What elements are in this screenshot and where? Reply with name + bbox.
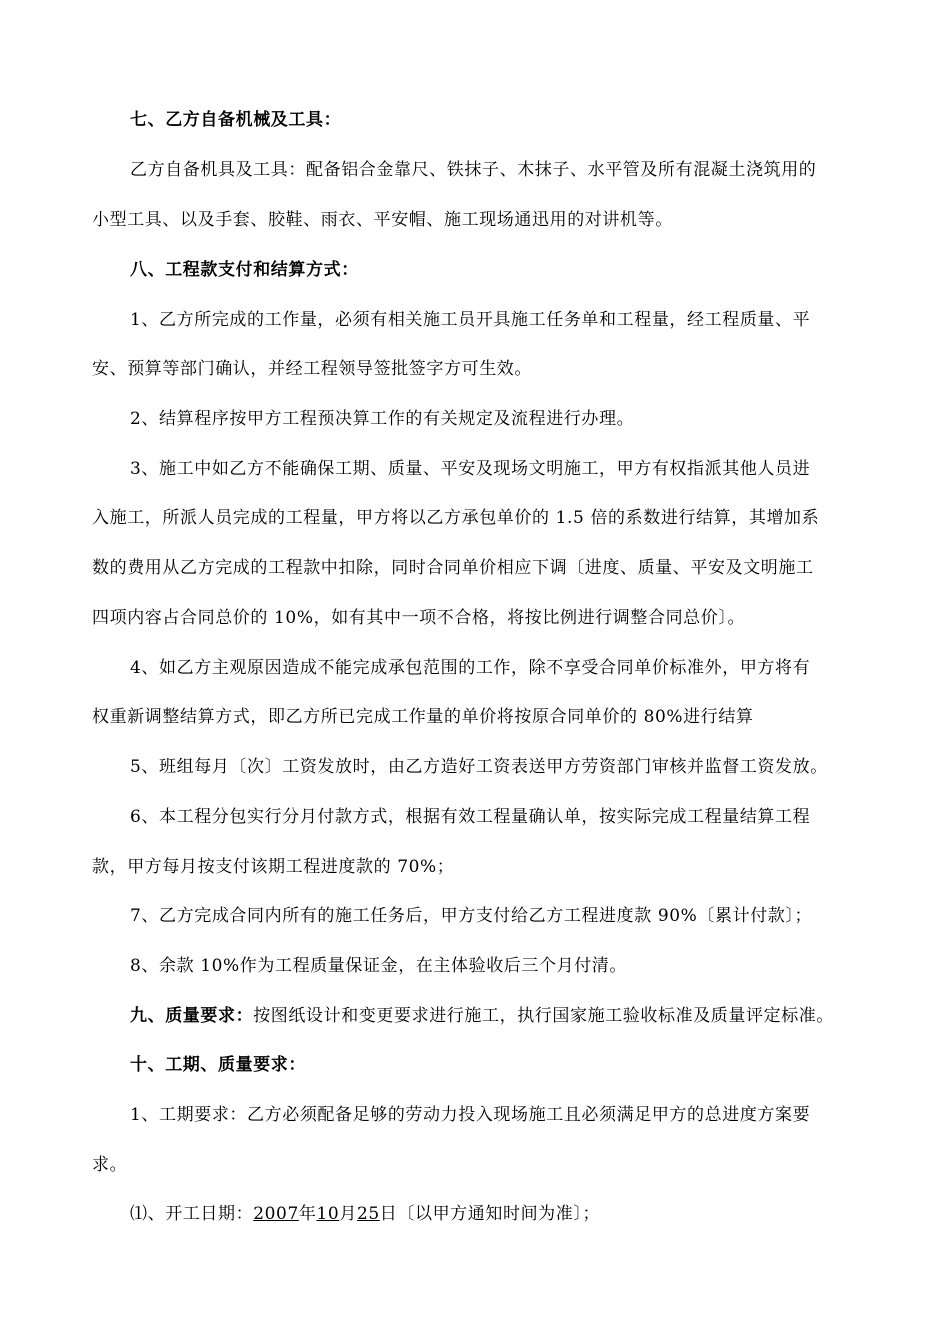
start-year: 2007: [253, 1204, 299, 1224]
paragraph-line: 2、结算程序按甲方工程预决算工作的有关规定及流程进行办理。: [130, 409, 635, 429]
start-day: 25: [356, 1204, 380, 1224]
paragraph-line: 安、预算等部门确认，并经工程领导签批签字方可生效。: [92, 359, 532, 379]
section-heading-8: 八、工程款支付和结算方式：: [130, 260, 359, 280]
paragraph-line: 权重新调整结算方式，即乙方所已完成工作量的单价将按原合同单价的 80%进行结算: [92, 707, 754, 727]
paragraph-line: 8、余款 10%作为工程质量保证金，在主体验收后三个月付清。: [130, 956, 628, 976]
paragraph-line: 3、施工中如乙方不能确保工期、质量、平安及现场文明施工，甲方有权指派其他人员进: [130, 459, 811, 479]
paragraph-line: 5、班组每月〔次〕工资发放时，由乙方造好工资表送甲方劳资部门审核并监督工资发放。: [130, 757, 828, 777]
section-heading-10: 十、工期、质量要求：: [130, 1055, 306, 1075]
paragraph-line: 小型工具、以及手套、胶鞋、雨衣、平安帽、施工现场通迅用的对讲机等。: [92, 210, 673, 230]
paragraph-line: 1、乙方所完成的工作量，必须有相关施工员开具施工任务单和工程量，经工程质量、平: [130, 310, 811, 330]
month-unit: 月: [339, 1204, 357, 1224]
paragraph-line: 四项内容占合同总价的 10%，如有其中一项不合格，将按比例进行调整合同总价〕。: [92, 608, 746, 628]
paragraph-line: 4、如乙方主观原因造成不能完成承包范围的工作，除不享受合同单价标准外，甲方将有: [130, 658, 811, 678]
section-heading-7: 七、乙方自备机械及工具：: [130, 110, 342, 130]
paragraph-line: 7、乙方完成合同内所有的施工任务后，甲方支付给乙方工程进度款 90%〔累计付款〕；: [130, 906, 813, 926]
start-date-label: ⑴、开工日期：: [130, 1204, 254, 1224]
paragraph-line: 款，甲方每月按支付该期工程进度款的 70%；: [92, 857, 455, 877]
day-unit-note: 日〔以甲方通知时间为准〕；: [379, 1204, 601, 1224]
paragraph-line: 6、本工程分包实行分月付款方式，根据有效工程量确认单，按实际完成工程量结算工程: [130, 807, 811, 827]
paragraph-line: 1、工期要求：乙方必须配备足够的劳动力投入现场施工且必须满足甲方的总进度方案要: [130, 1105, 811, 1125]
section-heading-9: 九、质量要求：: [130, 1006, 254, 1026]
paragraph-line: 数的费用从乙方完成的工程款中扣除，同时合同单价相应下调〔进度、质量、平安及文明施工: [92, 558, 814, 578]
section-9-text: 按图纸设计和变更要求进行施工，执行国家施工验收标准及质量评定标准。: [253, 1006, 835, 1026]
year-unit: 年: [298, 1204, 317, 1224]
paragraph-line: 乙方自备机具及工具：配备铝合金靠尺、铁抹子、木抹子、水平管及所有混凝土浇筑用的: [130, 160, 817, 180]
start-date-line: [130, 1202, 890, 1226]
start-month: 10: [316, 1204, 340, 1224]
paragraph-line: 入施工，所派人员完成的工程量，甲方将以乙方承包单价的 1.5 倍的系数进行结算，其增加系: [92, 508, 820, 528]
paragraph-line: 求。: [92, 1155, 128, 1175]
section-9-line: [130, 1004, 890, 1028]
